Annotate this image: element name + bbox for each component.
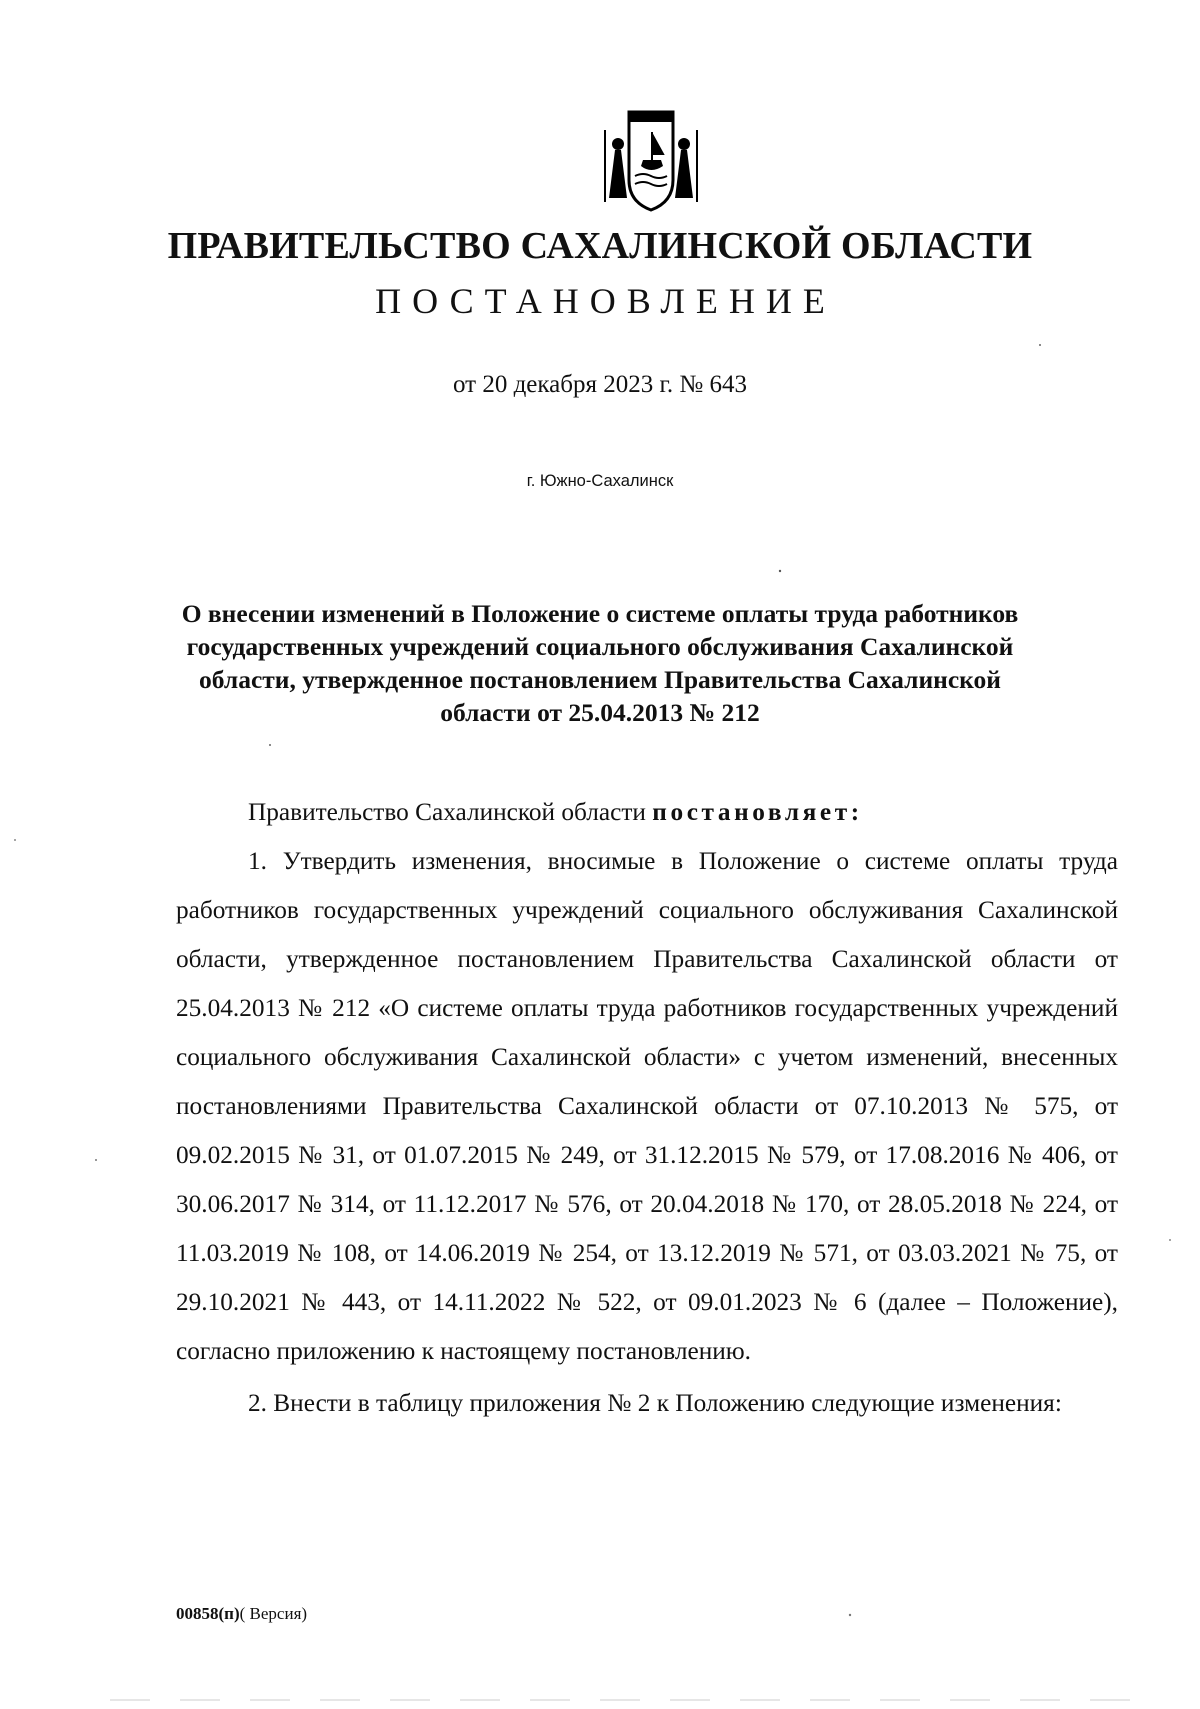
subject-line: государственных учреждений социального обслуживания Сахалинской [186,632,1014,661]
footer-code-number: 00858(п) [176,1604,240,1623]
paragraph-item-2: 2. Внести в таблицу приложения № 2 к Положению следующие изменения: [248,1389,1062,1417]
subject-line: О внесении изменений в Положение о системе оплаты труда работников [181,599,1019,628]
subject-line: области, утвержденное постановлением Правительства Сахалинской [199,665,1001,694]
preamble [176,788,1118,837]
preamble-verb: постановляет: [652,798,863,826]
subject-line: области от 25.04.2013 № 212 [440,698,760,727]
organization-title: ПРАВИТЕЛЬСТВО САХАЛИНСКОЙ ОБЛАСТИ [167,225,1033,267]
document-date-number: от 20 декабря 2023 г. № 643 [452,371,748,398]
footer-code [176,1604,307,1624]
preamble-text: Правительство Сахалинской области [248,798,653,826]
document-body [176,788,1118,1428]
document-subject [160,597,1040,729]
footer-version: ( Версия) [239,1604,308,1623]
document-type: ПОСТАНОВЛЕНИЕ [375,281,836,321]
sakhalin-coat-of-arms-icon [599,110,703,212]
paragraph-item-1: 1. Утвердить изменения, вносимые в Положение о системе оплаты труда работников государственных учреждений социального обслуживания Сахалинской области, утвержденное постановлением Правительства Сахалинской области от 25.04.2013 № 212 «О системе оплаты труда работников государственных учреждений социального обслуживания Сахалинской области» с учетом изменений, внесенных постановлениями Правительства Сахалинской области от 07.10.2013 № 575, от 09.02.2015 № 31, от 01.07.2015 № 249, от 31.12.2015 № 579, от 17.08.2016 № 406, от 30.06.2017 № 314, от 11.12.2017 № 576, от 20.04.2018 № 170, от 28.05.2018 № 224, от 11.03.2019 № 108, от 14.06.2019 № 254, от 13.12.2019 № 571, от 03.03.2021 № 75, от 29.10.2021 № 443, от 14.11.2022 № 522, от 09.01.2023 № 6 (далее – Положение), согласно приложению к настоящему постановлению. [176,847,1118,1365]
document-city: г. Южно-Сахалинск [526,472,674,490]
